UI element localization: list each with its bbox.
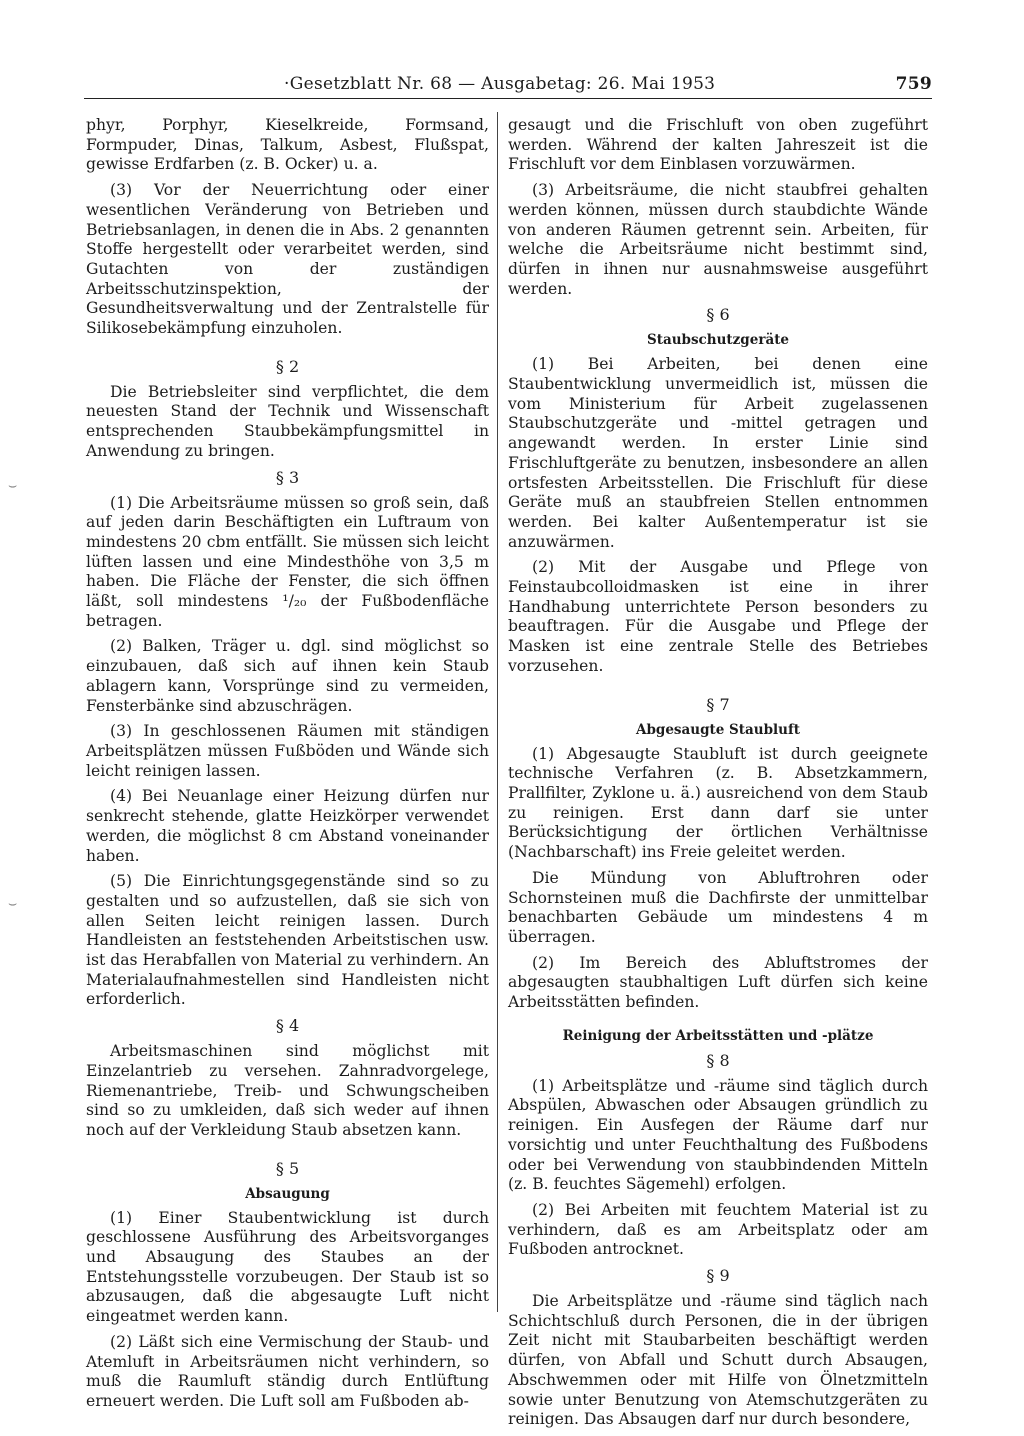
section-4-title: § 4	[275, 1016, 300, 1036]
paragraph: (2) Im Bereich des Abluftstromes der abgesaugten staubhaltigen Luft dürfen sich keine Arbeitsstätten befinden.	[508, 953, 928, 1012]
right-column	[508, 116, 928, 1436]
paragraph: (1) Bei Arbeiten, bei denen eine Staubentwicklung unvermeidlich ist, müssen die vom Ministerium für Arbeit zugelassenen Staubschutzgeräte und -mittel getragen und angewandt werden. In erster Linie sind Frischluftgeräte zu benutzen, insbesondere an allen ortsfesten Arbeitsstellen. Die Frischluft für diese Geräte muß an staubfreien Stellen entnommen werden. Bei kalter Außentemperatur ist sie anzuwärmen.	[508, 355, 928, 551]
page-number: 759	[895, 74, 932, 94]
column-divider	[497, 112, 498, 1312]
paragraph: Die Betriebsleiter sind verpflichtet, die dem neuesten Stand der Technik und Wissenschaft entsprechenden Staubbekämpfungsmittel in Anwendung zu bringen.	[86, 382, 489, 460]
section-8-title: § 8	[706, 1050, 730, 1070]
paragraph: Die Arbeitsplätze und -räume sind täglich nach Schichtschluß durch Personen, die in der übrigen Zeit nicht mit Staubarbeiten beschäftigt werden dürfen, von Abfall und Schutt durch Absaugen, Abschwemmen oder mit Hilfe von Ölnetzmitteln sowie unter Benutzung von Atemschutzgeräten zu reinigen. Das Absaugen darf nur durch besondere,	[508, 1292, 928, 1429]
margin-mark: ⌣	[8, 478, 18, 494]
page-header	[84, 74, 934, 98]
section-7-heading: Abgesaugte Staubluft	[635, 721, 801, 738]
paragraph: (1) Die Arbeitsräume müssen so groß sein, daß auf jeden darin Beschäftigten ein Luftraum von mindestens 20 cbm entfällt. Sie müssen sich leicht lüften lassen und eine Mindesthöhe von 3,5 m haben. Die Fläche der Fenster, die sich öffnen läßt, soll mindestens ¹/₂₀ der Fußbodenfläche betragen.	[86, 493, 489, 630]
paragraph: phyr, Porphyr, Kieselkreide, Formsand, Formpuder, Dinas, Talkum, Asbest, Flußspat, gewisse Erdfarben (z. B. Ocker) u. a.	[86, 116, 489, 174]
paragraph: (3) In geschlossenen Räumen mit ständigen Arbeitsplätzen müssen Fußböden und Wände sich leicht reinigen lassen.	[86, 722, 489, 780]
header-title: ·Gesetzblatt Nr. 68 — Ausgabetag: 26. Mai 1953	[284, 74, 716, 94]
section-6-heading: Staubschutzgeräte	[646, 332, 790, 349]
paragraph: (5) Die Einrichtungsgegenstände sind so zu gestalten und so aufzustellen, daß sie sich von allen Seiten leicht reinigen lassen. Durch Handleisten an feststehenden Arbeitstischen usw. ist das Herabfallen von Material zu verhindern. An Materialaufnahmestellen sind Handleisten nicht erforderlich.	[86, 872, 489, 1009]
paragraph: gesaugt und die Frischluft von oben zugeführt werden. Während der kalten Jahreszeit ist die Frischluft vor dem Einblasen vorzuwärmen.	[508, 116, 928, 174]
paragraph: (1) Arbeitsplätze und -räume sind täglich durch Abspülen, Abwaschen oder Absaugen gründlich zu reinigen. Ein Ausfegen der Räume darf nur vorsichtig und unter Feuchthaltung des Fußbodens oder bei Verwendung von staubbindenden Mitteln (z. B. feuchtes Sägemehl) erfolgen.	[508, 1076, 928, 1194]
section-8-heading: Reinigung der Arbeitsstätten und -plätze	[562, 1027, 874, 1044]
section-6-title: § 6	[706, 305, 730, 325]
paragraph: (3) Vor der Neuerrichtung oder einer wesentlichen Veränderung von Betrieben und Betriebsanlagen, in denen die in Abs. 2 genannten Stoffe hergestellt oder verarbeitet werden, sind Gutachten von der zuständigen Arbeitsschutzinspektion, der Gesundheitsverwaltung und der Zentralstelle für Silikosebekämpfung einzuholen.	[86, 181, 489, 338]
paragraph: (4) Bei Neuanlage einer Heizung dürfen nur senkrecht stehende, glatte Heizkörper verwendet werden, die möglichst 8 cm Abstand voneinander haben.	[86, 787, 489, 865]
section-5-title: § 5	[275, 1158, 300, 1178]
paragraph: (2) Läßt sich eine Vermischung der Staub- und Atemluft in Arbeitsräumen nicht verhindern, so muß die Raumluft ständig durch Entlüftung erneuert werden. Die Luft soll am Fußboden ab-	[86, 1332, 489, 1410]
header-rule	[84, 98, 932, 99]
section-5-heading: Absaugung	[245, 1185, 330, 1202]
section-9-title: § 9	[706, 1266, 730, 1286]
paragraph: (2) Bei Arbeiten mit feuchtem Material ist zu verhindern, daß es am Arbeitsplatz oder am Fußboden antrocknet.	[508, 1200, 928, 1259]
paragraph: Arbeitsmaschinen sind möglichst mit Einzelantrieb zu versehen. Zahnradvorgelege, Riemenantriebe, Treib- und Schwungscheiben sind so zu umkleiden, daß sich weder auf ihnen noch auf der Verkleidung Staub absetzen kann.	[86, 1042, 489, 1139]
section-7-title: § 7	[706, 694, 730, 714]
section-2-title: § 2	[275, 356, 300, 376]
paragraph: (2) Balken, Träger u. dgl. sind möglichst so einzubauen, daß sich auf ihnen kein Staub ablagern kann, Vorsprünge sind zu vermeiden, Fensterbänke sind abzuschrägen.	[86, 637, 489, 715]
paragraph: (1) Einer Staubentwicklung ist durch geschlossene Ausführung des Arbeitsvorganges und Absaugung des Staubes an der Entstehungsstelle vorzubeugen. Der Staub ist so abzusaugen, daß die abgesaugte Luft nicht eingeatmet werden kann.	[86, 1208, 489, 1326]
left-column	[86, 116, 489, 1418]
margin-mark: ⌣	[8, 896, 18, 912]
paragraph: (2) Mit der Ausgabe und Pflege von Feinstaubcolloidmasken ist eine in ihrer Handhabung unterrichtete Person besonders zu beauftragen. Für die Ausgabe und Pflege der Masken ist eine zentrale Stelle des Betriebes vorzusehen.	[508, 558, 928, 675]
paragraph: (3) Arbeitsräume, die nicht staubfrei gehalten werden können, müssen durch staubdichte Wände von anderen Räumen getrennt sein. Arbeiten, für welche die Arbeitsräume nicht bestimmt sind, dürfen in ihnen nur ausnahmsweise ausgeführt werden.	[508, 181, 928, 298]
paragraph: Die Mündung von Abluftrohren oder Schornsteinen muß die Dachfirste der unmittelbar benachbarten Gebäude um mindestens 4 m überragen.	[508, 868, 928, 946]
paragraph: (1) Abgesaugte Staubluft ist durch geeignete technische Verfahren (z. B. Absetzkammern, Prallfilter, Zyklone u. ä.) ausreichend von dem Staub zu reinigen. Erst dann darf sie unter Berücksichtigung der örtlichen Verhältnisse (Nachbarschaft) ins Freie geleitet werden.	[508, 744, 928, 862]
section-3-title: § 3	[275, 467, 300, 487]
